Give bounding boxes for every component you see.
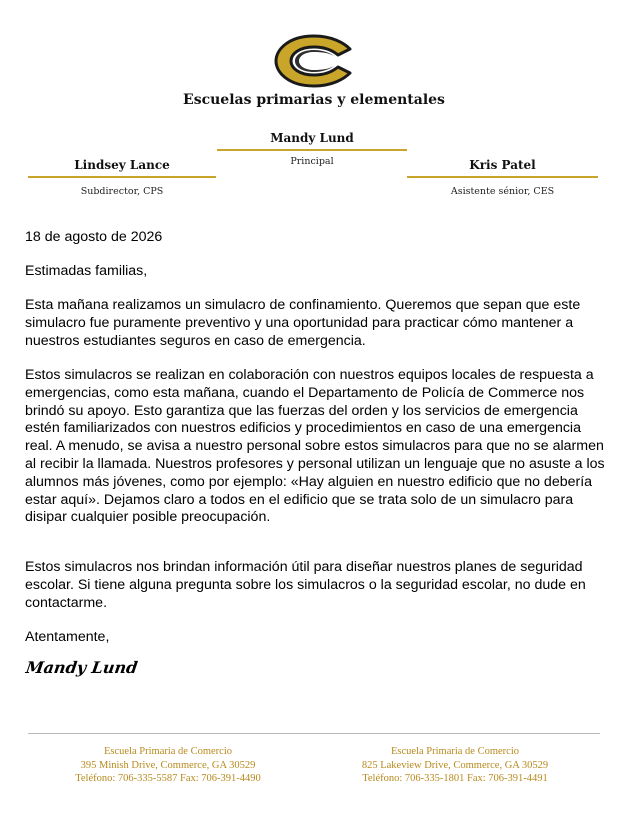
gold-divider	[217, 149, 407, 151]
signature: Mandy Lund	[24, 658, 139, 677]
footer-address: 825 Lakeview Drive, Commerce, GA 30529	[361, 759, 549, 771]
footer-divider	[28, 733, 600, 734]
letter-paragraph	[25, 559, 605, 612]
paragraph-text: Estos simulacros nos brindan información útil para diseñar nuestros planes de seguridad escolar. Si tiene alguna pregunta sobre los simulacros o la seguridad escolar, no dude en contactarme.	[25, 559, 586, 611]
letter-paragraph	[25, 297, 605, 350]
paragraph-text: Esta mañana realizamos un simulacro de confinamiento. Queremos que sepan que este simulacro fue puramente preventivo y una oportunidad para practicar cómo mantener a nuestros estudiantes seguros en caso de emergencia.	[25, 297, 581, 349]
staff-vice-principal	[28, 158, 216, 197]
staff-title: Principal	[290, 156, 334, 167]
letter-greeting: Estimadas familias,	[25, 263, 148, 279]
staff-title: Subdirector, CPS	[80, 186, 164, 197]
footer-phone: Teléfono: 706-335-1801 Fax: 706-391-4491	[362, 773, 548, 785]
staff-senior-assistant	[407, 158, 598, 197]
paragraph-text: Estos simulacros se realizan en colaboración con nuestros equipos locales de respuesta a emergencias, como esta mañana, cuando el Departamento de Policía de Commerce nos brindó su apoyo. Esto garantiza que las fuerzas del orden y los servicios de emergencia estén familiarizados con nuestros edificios y procedimientos en caso de una emergencia real. A menudo, se avisa a nuestro personal sobre estos simulacros para que no se alarmen al recibir la llamada. Nuestros profesores y personal utilizan un lenguaje que no asuste a los alumnos más jóvenes, como por ejemplo: «Hay alguien en nuestro edificio que no debería estar aquí». Dejamos claro a todos en el edificio que se trata solo de un simulacro para disipar cualquier posible preocupación.	[25, 367, 605, 526]
gold-divider	[407, 176, 598, 178]
footer-address: 395 Minish Drive, Commerce, GA 30529	[80, 759, 256, 771]
letter-paragraph	[25, 367, 605, 527]
staff-name: Kris Patel	[469, 158, 536, 172]
footer-school-name: Escuela Primaria de Comercio	[391, 746, 519, 757]
footer-phone: Teléfono: 706-335-5587 Fax: 706-391-4490	[75, 773, 261, 785]
letter-date: 18 de agosto de 2026	[25, 229, 163, 245]
staff-name: Lindsey Lance	[74, 158, 170, 172]
staff-title: Asistente sénior, CES	[450, 186, 555, 197]
staff-principal	[217, 131, 407, 167]
footer-address-right	[325, 745, 585, 786]
footer-school-name: Escuela Primaria de Comercio	[104, 746, 232, 757]
organization-name: Escuelas primarias y elementales	[183, 92, 445, 108]
staff-name: Mandy Lund	[270, 131, 354, 145]
c-emblem-logo	[274, 34, 354, 88]
footer-address-left	[38, 745, 298, 786]
letter-closing: Atentamente,	[25, 629, 110, 645]
gold-divider	[28, 176, 216, 178]
